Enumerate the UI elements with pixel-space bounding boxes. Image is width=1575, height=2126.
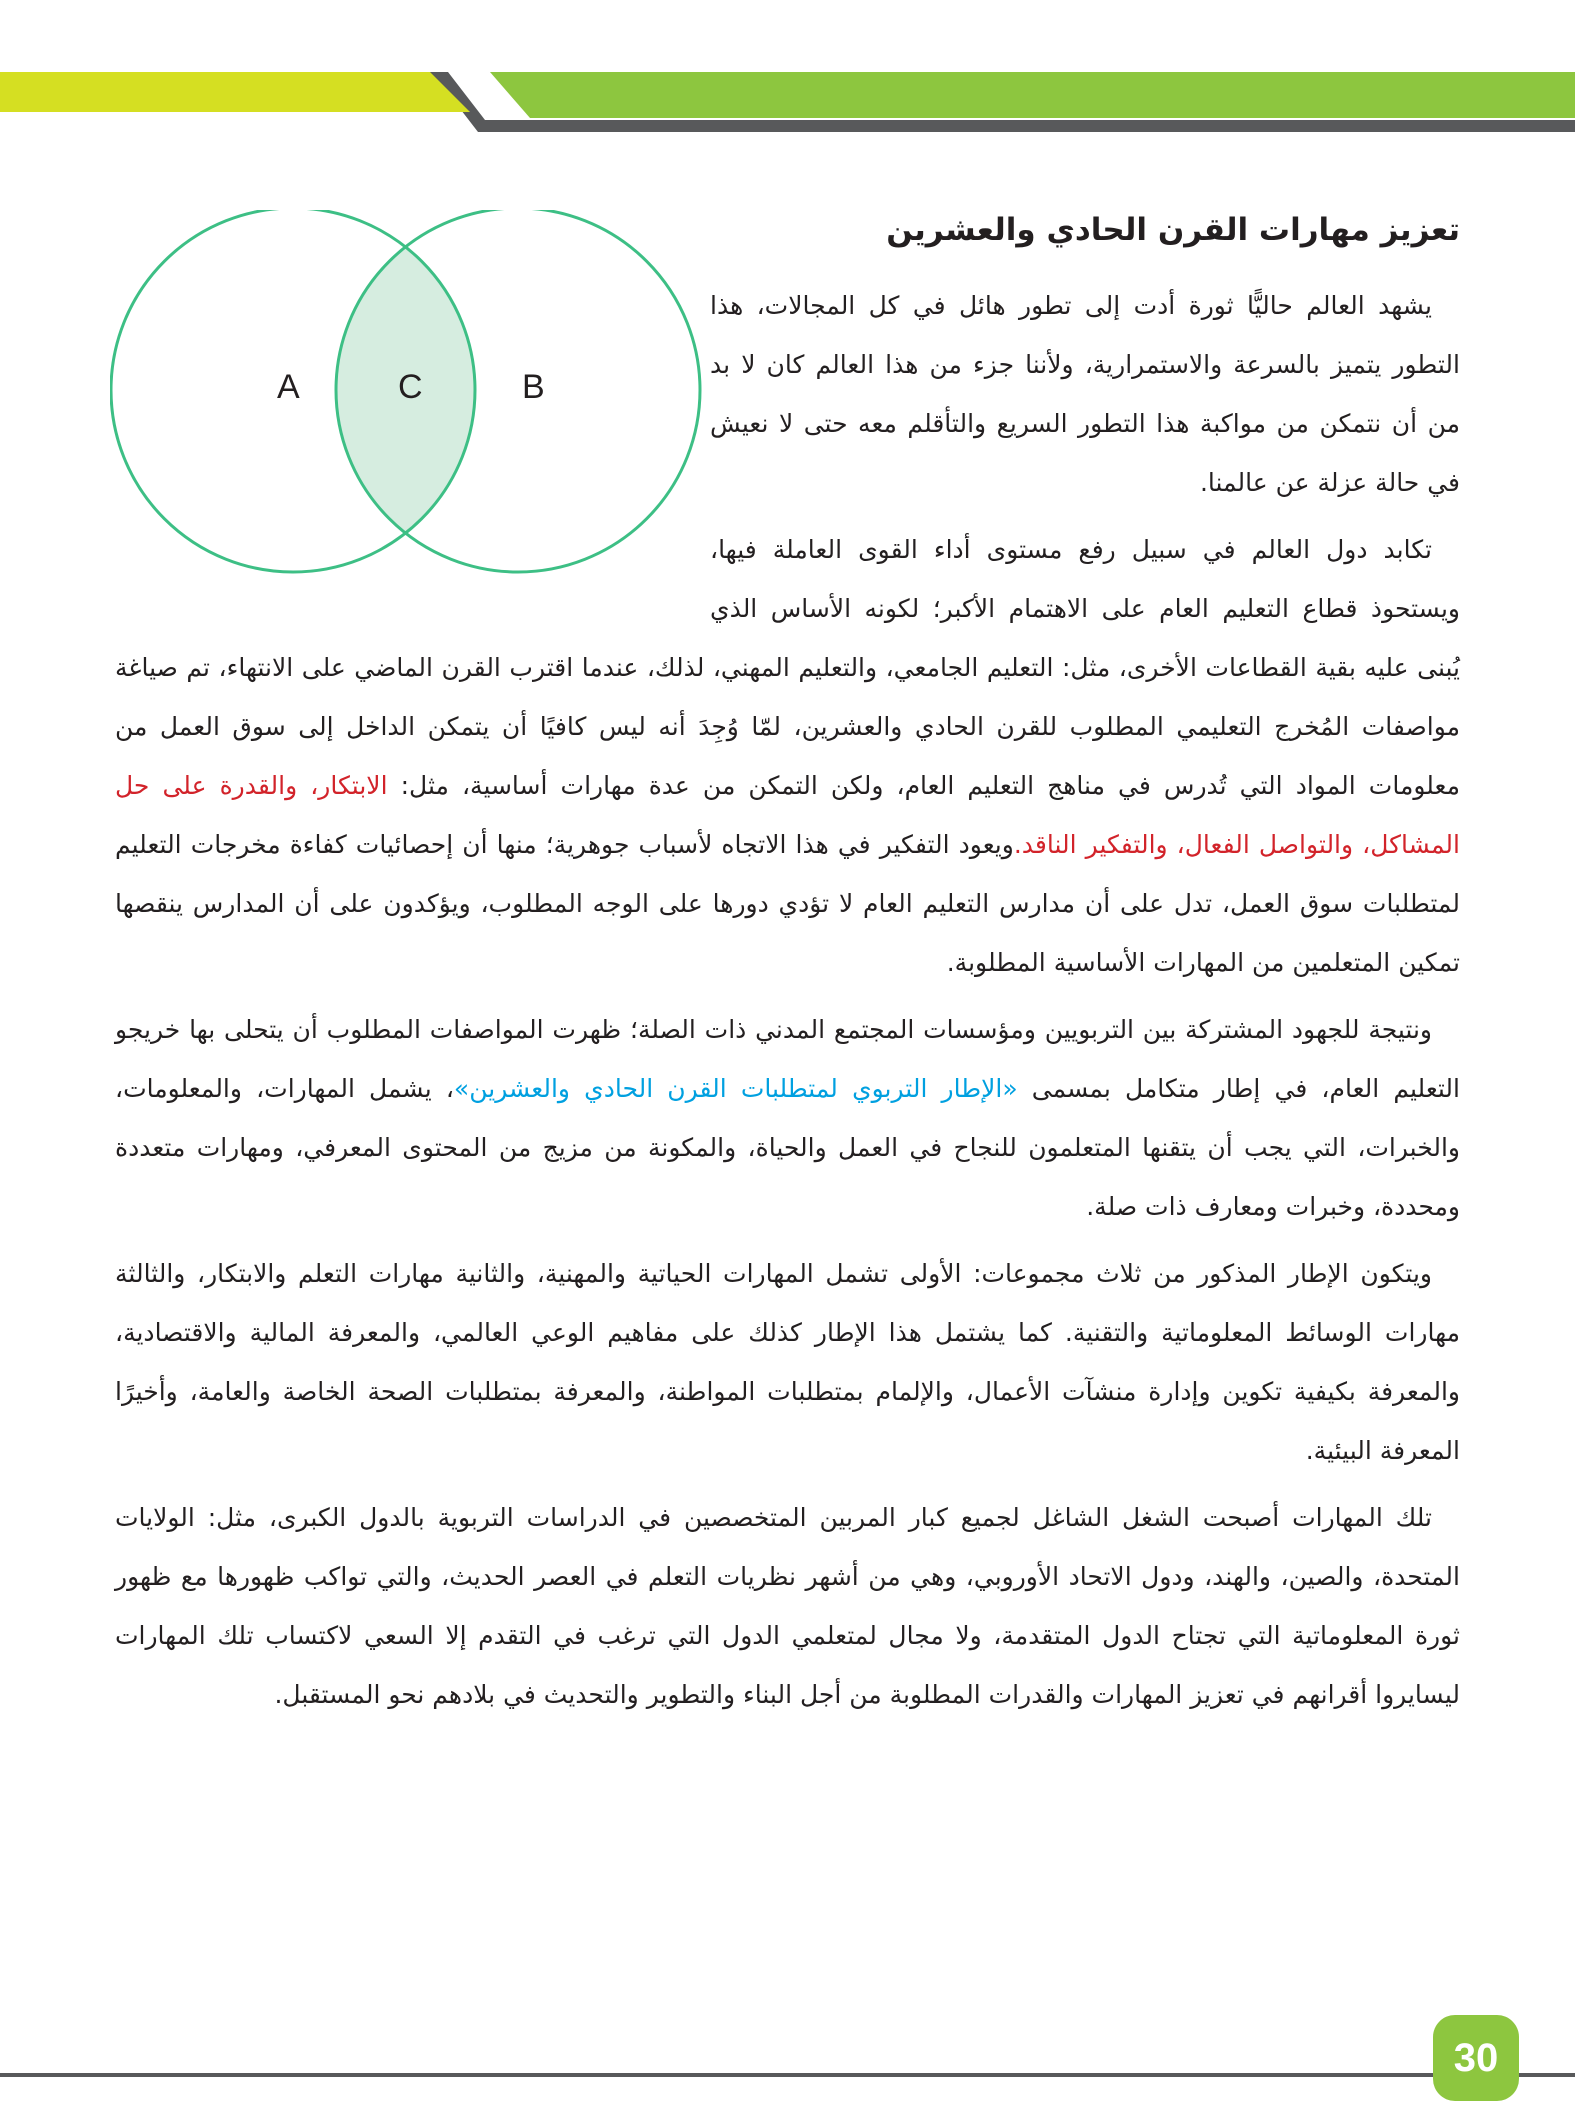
paragraph-3	[115, 1000, 1460, 1236]
paragraph-2-end: ويعود التفكير في هذا الاتجاه لأسباب جوهرية؛ منها أن إحصائيات كفاءة مخرجات التعليم لمتطلبات سوق العمل، تدل على أن مدارس التعليم العام لا تؤدي دورها على الوجه المطلوب، ويؤكدون على أن المدارس ينقصها تمكين المتعلمين من المهارات الأساسية المطلوبة.	[115, 830, 1460, 977]
framework-name: «الإطار التربوي لمتطلبات القرن الحادي والعشرين»	[453, 1074, 1018, 1103]
paragraph-2	[115, 520, 1460, 992]
footer-rule	[0, 2073, 1575, 2077]
section-title: تعزيز مهارات القرن الحادي والعشرين	[886, 212, 1460, 248]
paragraph-4: ويتكون الإطار المذكور من ثلاث مجموعات: الأولى تشمل المهارات الحياتية والمهنية، والثانية مهارات التعلم والابتكار، والثالثة مهارات الوسائط المعلوماتية والتقنية. كما يشتمل هذا الإطار كذلك على مفاهيم الوعي العالمي، والمعرفة المالية والاقتصادية، والمعرفة بكيفية تكوين وإدارة منشآت الأعمال، والإلمام بمتطلبات المواطنة، والمعرفة بمتطلبات الصحة الخاصة والعامة، وأخيرًا المعرفة البيئية.	[115, 1259, 1460, 1465]
highlighted-skills: الابتكار، والقدرة على حل المشاكل، والتواصل الفعال، والتفكير الناقد.	[115, 771, 1460, 859]
venn-label-b: B	[522, 368, 545, 406]
paragraph-5: تلك المهارات أصبحت الشغل الشاغل لجميع كبار المربين المتخصصين في الدراسات التربوية بالدول الكبرى، مثل: الولايات المتحدة، والصين، والهند، ودول الاتحاد الأوروبي، وهي من أشهر نظريات التعلم في العصر الحديث، والتي تواكب ظهورها مع ظهور ثورة المعلوماتية التي تجتاح الدول المتقدمة، ولا مجال لمتعلمي الدول التي ترغب في التقدم إلا السعي لاكتساب تلك المهارات ليسايروا أقرانهم في تعزيز المهارات والقدرات المطلوبة من أجل البناء والتطوير والتحديث في بلادهم نحو المستقبل.	[115, 1503, 1460, 1709]
header-band-yellow	[0, 72, 470, 112]
paragraph-3-end: ، يشمل المهارات، والمعلومات، والخبرات، التي يجب أن يتقنها المتعلمون للنجاح في العمل والحياة، والمكونة من مزيج من المحتوى المعرفي، ومهارات متعددة ومحددة، وخبرات ومعارف ذات صلة.	[115, 1074, 1460, 1221]
header-band	[0, 0, 1575, 140]
diagram-space	[115, 276, 710, 582]
article-body	[115, 276, 1460, 1732]
paragraph-2-start: تكابد دول العالم في سبيل رفع مستوى أداء القوى العاملة فيها، ويستحوذ قطاع التعليم العام على الاهتمام الأكبر؛ لكونه الأساس الذي يُبنى عليه بقية القطاعات الأخرى، مثل: التعليم الجامعي، والتعليم المهني، لذلك، عندما اقترب القرن الماضي على الانتهاء، تم صياغة مواصفات المُخرج التعليمي المطلوب للقرن الحادي والعشرين، لمّا وُجِدَ أنه ليس كافيًا أن يتمكن الداخل إلى سوق العمل من معلومات المواد التي تُدرس في مناهج التعليم العام، ولكن التمكن من عدة مهارات أساسية، مثل:	[115, 535, 1460, 800]
paragraph-1: يشهد العالم حاليًّا ثورة أدت إلى تطور هائل في كل المجالات، هذا التطور يتميز بالسرعة والاستمرارية، ولأننا جزء من هذا العالم كان لا بد من أن نتمكن من مواكبة هذا التطور السريع والتأقلم معه حتى لا نعيش في حالة عزلة عن عالمنا.	[710, 291, 1460, 497]
header-band-green	[490, 72, 1575, 118]
venn-label-a: A	[277, 368, 300, 406]
paragraph-3-start: ونتيجة للجهود المشتركة بين التربويين ومؤسسات المجتمع المدني ذات الصلة؛ ظهرت المواصفات المطلوب أن يتحلى بها خريجو التعليم العام، في إطار متكامل بمسمى	[115, 1015, 1460, 1103]
venn-label-c: C	[398, 368, 423, 406]
page-number-badge: 30	[1433, 2015, 1519, 2101]
